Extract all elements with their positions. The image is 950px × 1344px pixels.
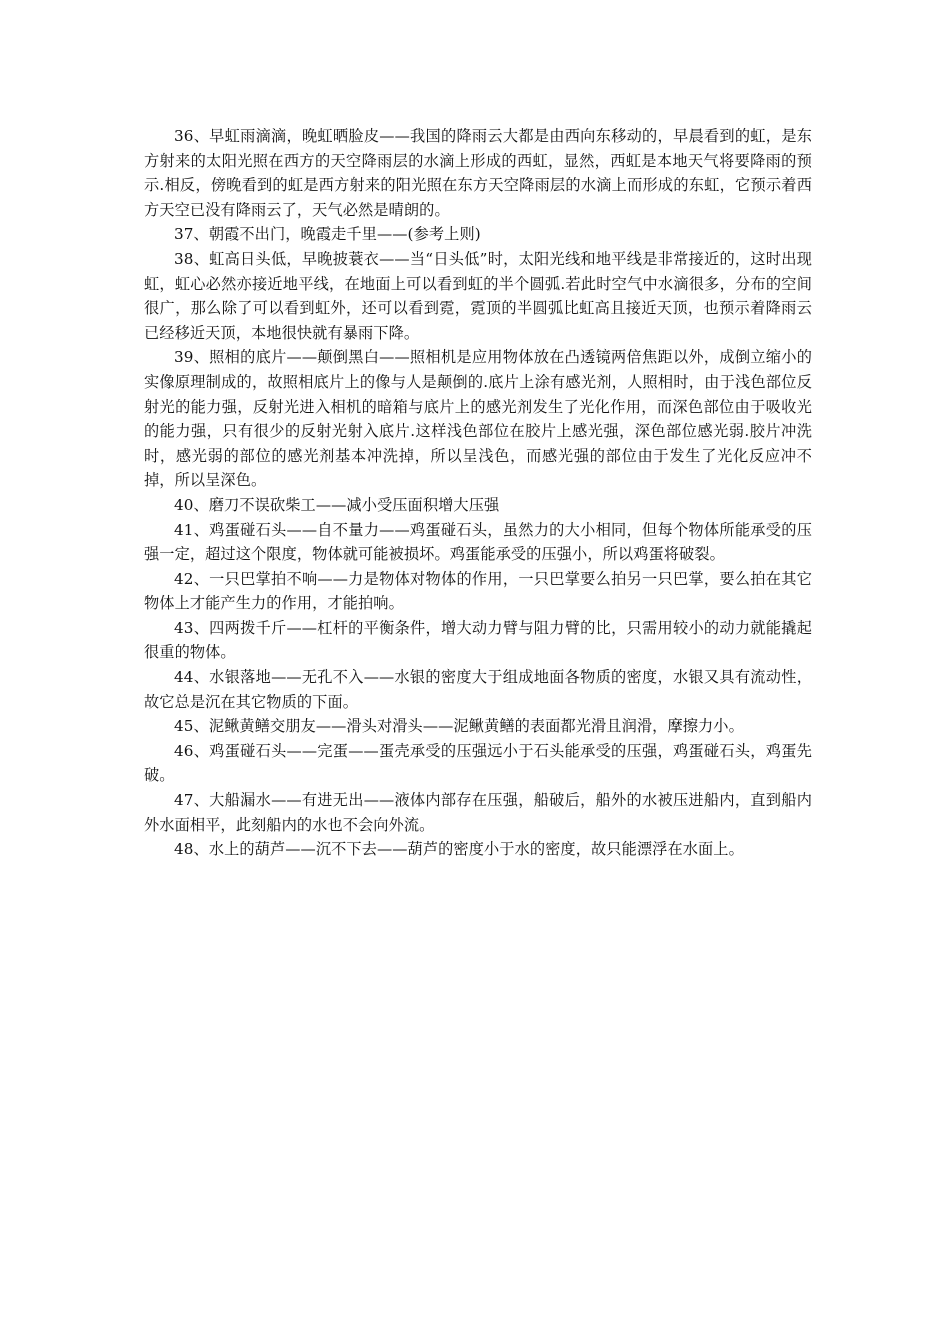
paragraph-37: 37、朝霞不出门，晚霞走千里——(参考上则) <box>174 225 481 244</box>
paragraph-48: 48、水上的葫芦——沉不下去——葫芦的密度小于水的密度，故只能漂浮在水面上。 <box>174 840 744 859</box>
paragraph-41: 41、鸡蛋碰石头——自不量力——鸡蛋碰石头，虽然力的大小相同，但每个物体所能承受的压强一定，超过这个限度，物体就可能被损坏。鸡蛋能承受的压强小，所以鸡蛋将破裂。 <box>144 520 812 564</box>
paragraph-45: 45、泥鳅黄鳝交朋友——滑头对滑头——泥鳅黄鳝的表面都光滑且润滑，摩擦力小。 <box>174 717 744 736</box>
paragraph-42: 42、一只巴掌拍不响——力是物体对物体的作用，一只巴掌要么拍另一只巴掌，要么拍在其它物体上才能产生力的作用，才能拍响。 <box>144 569 812 613</box>
paragraph-36: 36、早虹雨滴滴，晚虹晒脸皮——我国的降雨云大都是由西向东移动的，早晨看到的虹，是东方射来的太阳光照在西方的天空降雨层的水滴上形成的西虹，显然，西虹是本地天气将要降雨的预示.相反，傍晚看到的虹是西方射来的阳光照在东方天空降雨层的水滴上而形成的东虹，它预示着西方天空已没有降雨云了，天气必然是晴朗的。 <box>144 127 812 219</box>
paragraph-43: 43、四两拨千斤——杠杆的平衡条件，增大动力臂与阻力臂的比，只需用较小的动力就能撬起很重的物体。 <box>144 618 812 662</box>
paragraph-40: 40、磨刀不误砍柴工——减小受压面积增大压强 <box>174 495 500 514</box>
paragraph-47: 47、大船漏水——有进无出——液体内部存在压强，船破后，船外的水被压进船内，直到船内外水面相平，此刻船内的水也不会向外流。 <box>144 791 812 834</box>
paragraph-39: 39、照相的底片——颠倒黑白——照相机是应用物体放在凸透镜两倍焦距以外，成倒立缩小的实像原理制成的，故照相底片上的像与人是颠倒的.底片上涂有感光剂，人照相时，由于浅色部位反射光的能力强，反射光进入相机的暗箱与底片上的感光剂发生了光化作用，而深色部位由于吸收光的能力强，只有很少的反射光射入底片.这样浅色部位在胶片上感光强，深色部位感光弱.胶片冲洗时，感光弱的部位的感光剂基本冲洗掉，所以呈浅色，而感光强的部位由于发生了光化反应冲不掉，所以呈深色。 <box>144 348 812 490</box>
paragraph-38: 38、虹高日头低，早晚披蓑衣——当“日头低”时，太阳光线和地平线是非常接近的，这时出现虹，虹心必然亦接近地平线，在地面上可以看到虹的半个圆弧.若此时空气中水滴很多，分布的空间很广，那么除了可以看到虹外，还可以看到霓，霓顶的半圆弧比虹高且接近天顶，也预示着降雨云已经移近天顶，本地很快就有暴雨下降。 <box>144 249 812 342</box>
paragraph-44: 44、水银落地——无孔不入——水银的密度大于组成地面各物质的密度，水银又具有流动性，故它总是沉在其它物质的下面。 <box>144 668 812 711</box>
paragraph-46: 46、鸡蛋碰石头——完蛋——蛋壳承受的压强远小于石头能承受的压强，鸡蛋碰石头，鸡蛋先破。 <box>144 741 812 785</box>
document-body <box>144 124 812 862</box>
